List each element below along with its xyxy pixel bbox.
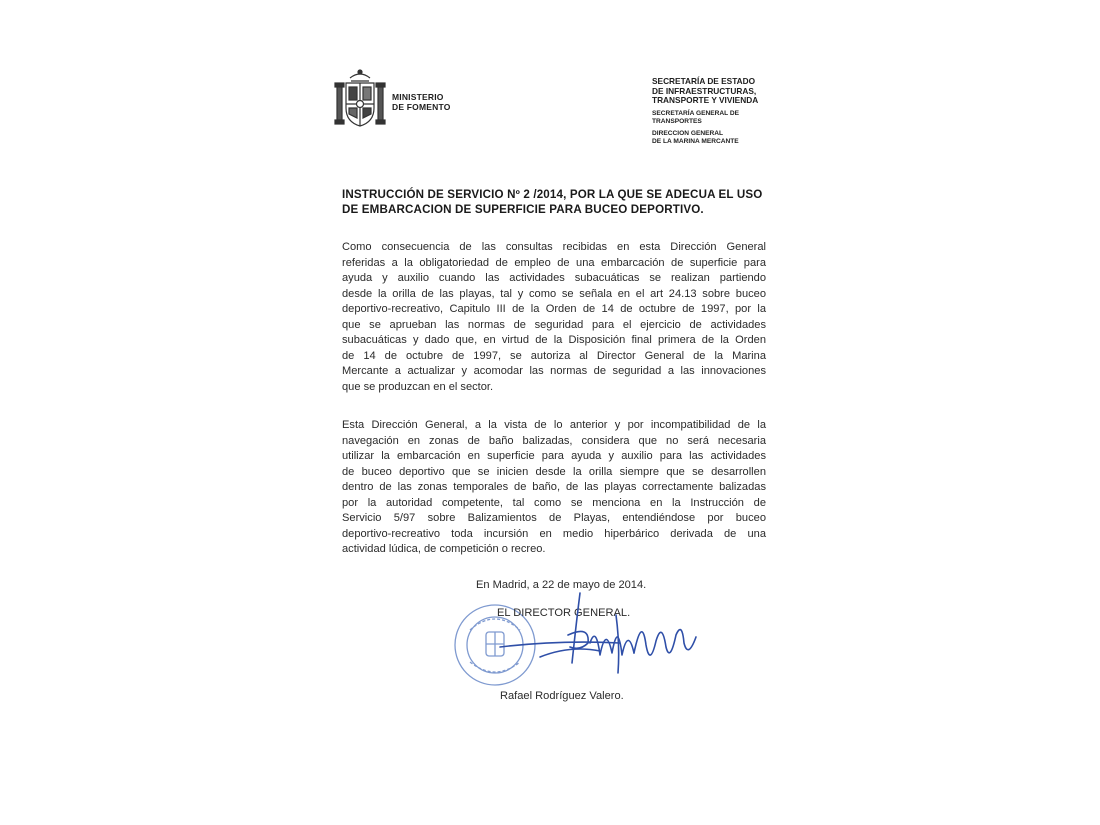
p1-line: que se aprueban las normas de seguridad para el ejercicio de actividades (342, 318, 766, 331)
p1-line: de 14 de octubre de 1997, se autoriza al Director General de la Marina (342, 349, 766, 362)
date-line: En Madrid, a 22 de mayo de 2014. (476, 579, 647, 591)
p2-line: deportivo-recreativo toda incursión en medio hiperbárico derivada de una (342, 527, 766, 540)
paragraph-1 (342, 240, 766, 395)
direccion-general (652, 130, 812, 146)
p1-line: que se produzcan en el sector. (342, 380, 494, 393)
direccion-line-1: DIRECCION GENERAL (652, 129, 724, 137)
signer-role: EL DIRECTOR GENERAL. (497, 607, 631, 619)
p1-line: subacuáticas y dado que, en virtud de la Disposición final primera de la Orden (342, 334, 766, 346)
p2-line: actividad lúdica, de competición o recreo. (342, 543, 546, 555)
p2-line: de buceo deportivo que se inicien desde la orilla siempre que se desarrollen (342, 465, 766, 478)
ministry-name (392, 92, 451, 112)
signer-name: Rafael Rodríguez Valero. (500, 690, 624, 702)
p2-line: utilizar la embarcación en superficie para ayuda y auxilio para las actividades (342, 450, 766, 462)
coat-of-arms-icon (334, 68, 386, 130)
department-header (652, 77, 812, 146)
p2-line: por la autoridad competente, tal como se menciona en la Instrucción de (342, 496, 766, 509)
p1-line: desde la orilla de las playas, tal y como se señala en el art 24.13 sobre buceo (342, 287, 766, 300)
ministry-line-2: DE FOMENTO (392, 102, 451, 112)
p1-line: deportivo-recreativo, Capitulo III de la Orden de 14 de octubre de 1997, por la (342, 303, 766, 315)
p1-line: Como consecuencia de las consultas recibidas en esta Dirección General (342, 241, 766, 253)
handwritten-signature-icon (470, 585, 710, 685)
title-line-1: INSTRUCCIÓN DE SERVICIO Nº 2 /2014, POR LA QUE SE ADECUA EL USO (342, 188, 763, 201)
ministry-line-1: MINISTERIO (392, 92, 444, 102)
sec-general-line-1: SECRETARÍA GENERAL DE (652, 109, 740, 117)
p2-line: navegación en zonas de baño balizadas, considera que no será necesaria (342, 434, 766, 447)
title-line-2: DE EMBARCACION DE SUPERFICIE PARA BUCEO DEPORTIVO. (342, 203, 704, 216)
secretaria-general (652, 110, 812, 126)
document-title (342, 187, 767, 217)
paragraph-2 (342, 418, 766, 558)
p2-line: dentro de las zonas temporales de baño, de las playas correctamente balizadas (342, 481, 766, 493)
p1-line: ayuda y auxilio cuando las actividades subacuáticas se realizan partiendo (342, 272, 766, 284)
sec-estado-line-2: DE INFRAESTRUCTURAS, (652, 85, 757, 96)
p1-line: Mercante a actualizar y acomodar las normas de seguridad a las innovaciones (342, 365, 766, 377)
sec-estado-line-3: TRANSPORTE Y VIVIENDA (652, 95, 759, 106)
direccion-line-2: DE LA MARINA MERCANTE (652, 137, 739, 145)
sec-estado-line-1: SECRETARÍA DE ESTADO (652, 76, 756, 86)
p1-line: referidas a la obligatoriedad de empleo de una embarcación de superficie para (342, 256, 766, 269)
secretaria-estado (652, 77, 812, 106)
sec-general-line-2: TRANSPORTES (652, 117, 702, 125)
p2-line: Servicio 5/97 sobre Balizamientos de Playas, entendiéndose por buceo (342, 512, 766, 524)
p2-line: Esta Dirección General, a la vista de lo anterior y por incompatibilidad de la (342, 419, 766, 431)
